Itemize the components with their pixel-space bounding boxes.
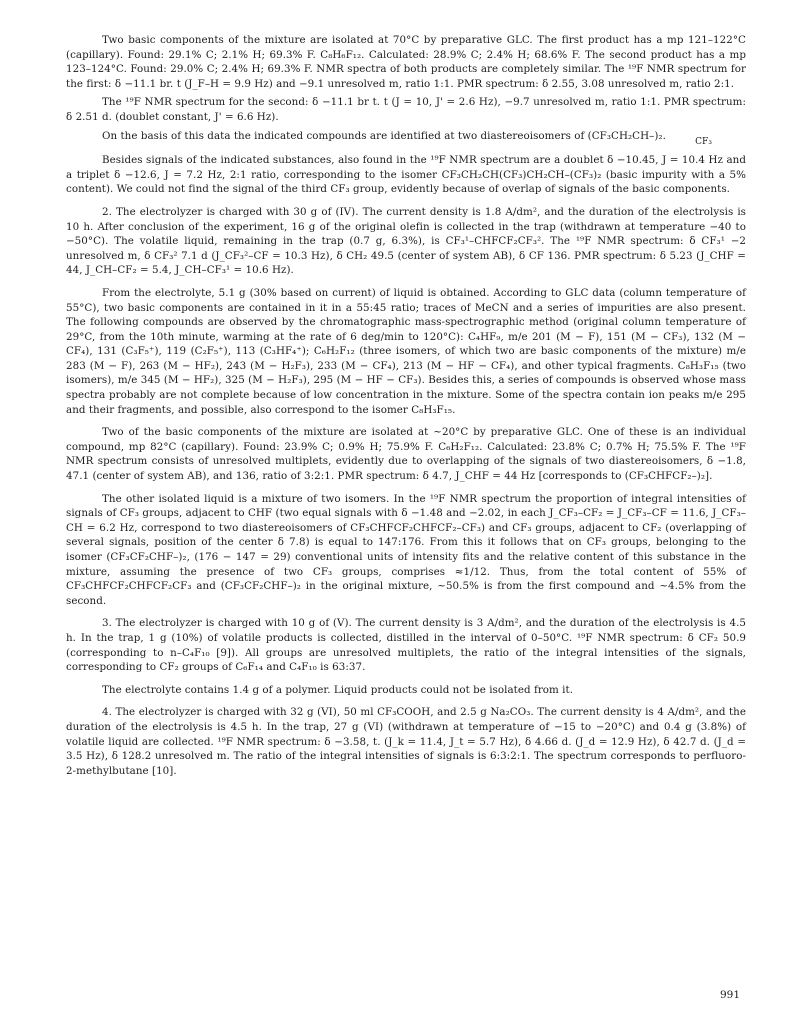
paragraph-basic-components: Two of the basic components of the mixture are isolated at ~20°C by preparative GLC. One of these is an individual compound, mp 82°C (capillary). Found: 23.9% C; 0.9% H; 75.9% F. C₆H₂F₁₂. Calculated: 23.8% C; 0.7% H; 75.5% F. The ¹⁹F NMR spectrum consists of unresolved multiplets, evidently due to overlapping of the signals of two diastereoisomers, δ −1.8, 47.1 (center of system AB), and 136, ratio of 3:2:1. PMR spectrum: δ 4.7, J_CHF = 44 Hz [corresponds to (CF₃CHFCF₂–)₂]. (66, 426, 746, 483)
paragraph-diastereoisomers: On the basis of this data the indicated compounds are identified at two diastereoisomers of (CF₃CH₂CH–)₂. (102, 129, 666, 142)
paragraph-products-analysis: Two basic components of the mixture are isolated at 70°C by preparative GLC. The first product has a mp 121–122°C (capillary). Found: 29.1% C; 2.1% H; 69.3% F. C₈H₆F₁₂. Calculated: 28.9% C; 2.4% H; 68.6% F. The second product has a mp 123–124°C. Found: 29.0% C; 2.4% H; 69.3% F. NMR spectra of both products are completely similar. The ¹⁹F NMR spectrum for the first: δ −11.1 br. t (J_F–H = 9.9 Hz) and −9.1 unresolved m, ratio 1:1. PMR spectrum: δ 2.55, 3.08 unresolved m, ratio 2:1. (66, 34, 746, 90)
page-number: 991 (719, 989, 740, 1001)
paragraph-second-nmr: The ¹⁹F NMR spectrum for the second: δ −11.1 br t. t (J = 10, J' = 2.6 Hz), −9.7 unresolved m, ratio 1:1. PMR spectrum: δ 2.51 d. (doublet constant, J' = 6.6 Hz). (66, 96, 746, 123)
paragraph-besides-signals: Besides signals of the indicated substances, also found in the ¹⁹F NMR spectrum are a doublet δ −10.45, J = 10.4 Hz and a triplet δ −12.6, J = 7.2 Hz, 2:1 ratio, corresponding to the isomer CF₃CH₂CH(CF₃)CH₂CH–(CF₃)₂ (basic impurity with a 5% content). We could not find the signal of the third CF₃ group, evidently because of overlap of signals of the basic components. (66, 154, 746, 196)
paragraph-polymer: The electrolyte contains 1.4 g of a polymer. Liquid products could not be isolated from it. (102, 683, 574, 696)
cf3-substituent-label: CF₃ (695, 137, 712, 148)
paragraph-experiment-4: 4. The electrolyzer is charged with 32 g (VI), 50 ml CF₃COOH, and 2.5 g Na₂CO₃. The current density is 4 A/dm², and the duration of the electrolysis is 4.5 h. In the trap, 27 g (VI) (withdrawn at temperature of −15 to −20°C) and 0.4 g (3.8%) of volatile liquid are collected. ¹⁹F NMR spectrum: δ −3.58, t. (J_k = 11.4, J_t = 5.7 Hz), δ 4.66 d. (J_d = 12.9 Hz), δ 42.7 d. (J_d = 3.5 Hz), δ 128.2 unresolved m. The ratio of the integral intensities of signals is 6:3:2:1. The spectrum corresponds to perfluoro-2-methylbutane [10]. (66, 706, 746, 777)
paragraph-electrolyte-gc-ms: From the electrolyte, 5.1 g (30% based on current) of liquid is obtained. According to GLC data (column temperature of 55°C), two basic components are contained in it in a 55:45 ratio; traces of MeCN and a series of impurities are also present. The following compounds are observed by the chromatographic mass-spectrographic method (original column temperature of 29°C, from the 10th minute, warming at the rate of 6 deg/min to 120°C): C₄HF₉, m/e 201 (M − F), 151 (M − CF₃), 132 (M − CF₄), 131 (C₃F₅⁺), 119 (C₂F₅⁺), 113 (C₃HF₄⁺); C₆H₂F₁₂ (three isomers, of which two are basic components of the mixture) m/e 283 (M − F), 263 (M − HF₂), 243 (M − H₂F₃), 233 (M − CF₄), 213 (M − HF − CF₄), and other typical fragments. C₈H₃F₁₅ (two isomers), m/e 345 (M − HF₂), 325 (M − H₂F₃), 295 (M − HF − CF₃). Besides this, a series of compounds is observed whose mass spectra probably are not complete because of low concentration in the mixture. Some of the spectra contain ion peaks m/e 295 and their fragments, and possible, also correspond to the isomer C₈H₃F₁₅. (66, 286, 746, 416)
paragraph-isomer-mixture: The other isolated liquid is a mixture of two isomers. In the ¹⁹F NMR spectrum the proportion of integral intensities of signals of CF₃ groups, adjacent to CHF (two equal signals with δ −1.48 and −2.02, in each J_CF₃–CF₂ = J_CF₃–CF = 11.6, J_CF₃–CH = 6.2 Hz, correspond to two diastereoisomers of CF₃CHFCF₂CHFCF₂–CF₃) and CF₃ groups, adjacent to CF₂ (overlapping of several signals, position of the center δ 7.8) is equal to 147:176. From this it follows that on CF₃ groups, belonging to the isomer (CF₃CF₂CHF–)₂, (176 − 147 = 29) conventional units of intensity fits and the relative content of this substance in the mixture, assuming the presence of two CF₃ groups, comprises ≈1/12. Thus, from the total content of 55% of CF₃CHFCF₂CHFCF₂CF₃ and (CF₃CF₂CHF–)₂ in the original mixture, ~50.5% is from the first compound and ~4.5% from the second. (66, 492, 746, 607)
paragraph-experiment-2: 2. The electrolyzer is charged with 30 g of (IV). The current density is 1.8 A/dm², and the duration of the electrolysis is 10 h. After conclusion of the experiment, 16 g of the original olefin is collected in the trap (withdrawn at temperature −40 to −50°C). The volatile liquid, remaining in the trap (0.7 g, 6.3%), is CF₃¹–CHFCF₂CF₃². The ¹⁹F NMR spectrum: δ CF₃¹ −2 unresolved m, δ CF₃² 7.1 d (J_CF₃²–CF = 10.3 Hz), δ CH₂ 49.5 (center of system AB), δ CF 136. PMR spectrum: δ 5.23 (J_CHF = 44, J_CH–CF₂ = 5.4, J_CH–CF₃¹ = 10.6 Hz). (66, 205, 746, 277)
paragraph-experiment-3: 3. The electrolyzer is charged with 10 g of (V). The current density is 3 A/dm², and the duration of the electrolysis is 4.5 h. In the trap, 1 g (10%) of volatile products is collected, distilled in the interval of 0–50°C. ¹⁹F NMR spectrum: δ CF₂ 50.9 (corresponding to n–C₄F₁₀ [9]). All groups are unresolved multiplets, the ratio of the integral intensities of the signals, corresponding to CF₂ groups of C₆F₁₄ and C₄F₁₀ is 63:37. (66, 617, 746, 674)
document-body (66, 33, 746, 786)
